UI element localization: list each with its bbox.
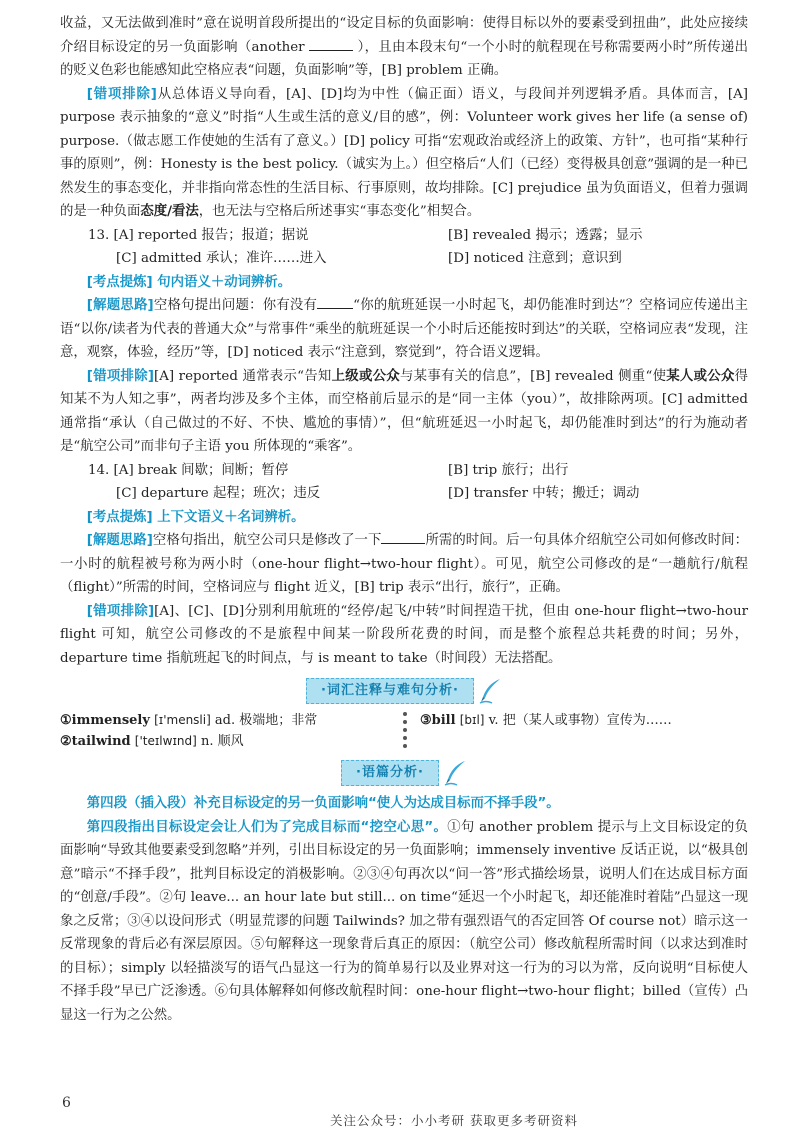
option-c: [C] departure 起程；班次；违反 bbox=[116, 486, 321, 501]
vocab-definition: ad. 极端地；非常 bbox=[214, 713, 318, 728]
vocab-word: ③bill bbox=[420, 713, 456, 728]
vocab-item bbox=[60, 731, 390, 752]
analysis-heading bbox=[60, 792, 748, 816]
text: 与某事有关的信息”，[B] revealed 侧重“使 bbox=[399, 368, 667, 384]
key-point: [考点提炼] 句内语义＋动词辨析。 bbox=[86, 274, 292, 290]
options-row bbox=[60, 482, 748, 506]
analysis-body bbox=[60, 816, 748, 1028]
exclusion-q14 bbox=[60, 600, 748, 671]
section-title: ·语篇分析· bbox=[341, 760, 439, 786]
key-point: [考点提炼] 上下文语义＋名词辨析。 bbox=[86, 509, 305, 525]
option-b: [B] revealed 揭示；透露；显示 bbox=[448, 227, 643, 243]
paragraph-q12-solution bbox=[60, 12, 748, 83]
options-row bbox=[60, 224, 748, 248]
option-a: 13. [A] reported 报告；报道；据说 bbox=[88, 227, 309, 243]
key-point-q14 bbox=[60, 506, 748, 530]
key-point-q13 bbox=[60, 271, 748, 295]
section-tag: [错项排除] bbox=[86, 86, 157, 102]
text: ①句 another problem 提示与上文目标设定的负面影响“导致其他要素受到忽略”并列，引出目标设定的另一负面影响；immensely inventive 反话正说，以“极具创意”暗示“不择手段”，批判目标设定的消极影响。②③④句再次以“问一答”形式描绘场景，说明人们在达成目标方面的“创意/手段”。②句 leave... an hour late but still... on time“延迟一个小时起飞，却还能准时着陆”凸显这一现象之反常；③④以设问形式（明显荒谬的问题 Tailwinds? 加之带有强烈语气的否定回答 Of course not）暗示这一反常现象的背后必有深层原因。⑤句解释这一现象背后真正的原因：（航空公司）修改航程所需时间（以求达到准时的目标）；simply 以轻描淡写的语气凸显这一行为的简单易行以及业界对这一行为的习以为常，反向说明“目标使人不择手段”早已广泛渗透。⑥句具体解释如何修改航程时间：one-hour flight→two-hour flight；billed（宣传）凸显这一行为之公然。 bbox=[60, 819, 748, 1023]
footer-note: 关注公众号：小小考研 获取更多考研资料 bbox=[330, 1113, 578, 1128]
vocab-phonetic: ['teɪlwɪnd] bbox=[134, 734, 197, 748]
text: ），且由本段末句“一个小时的航程现在号称需要两小时”所传递出的贬义色彩也能感知此空格应表“问题，负面影响”等，[B] problem 正确。 bbox=[60, 39, 748, 78]
blank-line bbox=[381, 529, 425, 544]
option-c: [C] admitted 承认；准许……进入 bbox=[116, 251, 327, 266]
text: 空格句提出问题：你有没有 bbox=[153, 298, 318, 313]
text: 收益，又无法做到准时”意在说明首段所提出的“设定目标的负面影响：使得目标以外的要素受到扭曲”，此处应接续介绍目标设定的另一负面影响（another bbox=[60, 16, 748, 55]
vocab-item bbox=[60, 710, 390, 731]
bold-text: 上级或公众 bbox=[331, 367, 400, 384]
text: 从总体语义导向看，[A]、[D]均为中性（偏正面）语义，与段间并列逻辑矛盾。具体而言，[A] purpose 表示抽象的“意义”时指“人生或生活的意义/目的感”，例：Volunteer work gives her life (a sense of) purpose.（做志愿工作使她的生活有了意义。）[D] policy 可指“宏观政治或经济上的政策、方针”，也可指“某种行事的原则”，例：Honesty is the best policy.（诚实为上。）但空格后“人们（已经）变得极具创意”强调的是一种已然发生的事态变化，并非指向常态性的生活目标、行事原则，故均排除。[C] prejudice 虽为负面语义，但着力强调的是一种负面 bbox=[60, 86, 748, 219]
text: ，也无法与空格后所述事实“事态变化”相契合。 bbox=[198, 204, 481, 219]
options-row bbox=[60, 459, 748, 483]
section-tag: [错项排除] bbox=[86, 368, 155, 384]
page-number: 6 bbox=[62, 1095, 71, 1111]
bold-text: 某人或公众 bbox=[666, 367, 735, 384]
text: 得知某不为人知之事”，两者均涉及多个主体，而空格前后显示的是“同一主体（you）”，故排除两项。[C] admitted 通常指“承认（自己做过的不好、不快、尴尬的事情）”，但“航班延迟一小时起飞，却仍能准时到达”的行为施动者是“航空公司”而非句子主语 you 所体现的“乘客”。 bbox=[60, 368, 749, 454]
quill-pen-icon bbox=[443, 760, 467, 786]
options-row bbox=[60, 247, 748, 271]
blank-line bbox=[309, 36, 353, 51]
exclusion-q13 bbox=[60, 365, 748, 459]
section-tag: [解题思路] bbox=[86, 533, 153, 548]
text: 所需的时间。后一句具体介绍航空公司如何修改时间：一小时的航程被号称为两小时（one-hour flight→two-hour flight）。可见，航空公司修改的是“一趟航行/航程（flight）”所需的时间，空格词应与 flight 近义，[B] trip 表示“出行，旅行”，正确。 bbox=[60, 533, 749, 595]
section-tag: [解题思路] bbox=[86, 298, 154, 313]
vocab-definition: v. 把（某人或事物）宣传为…… bbox=[488, 713, 672, 728]
blank-line bbox=[317, 294, 353, 309]
divider-icon bbox=[400, 710, 410, 750]
quill-pen-icon bbox=[478, 678, 502, 704]
analysis-title: 第四段（插入段）补充目标设定的另一负面影响“使人为达成目标而不择手段”。 bbox=[86, 796, 560, 811]
option-d: [D] transfer 中转；搬迁；调动 bbox=[448, 486, 640, 501]
vocab-phonetic: [bɪl] bbox=[459, 713, 485, 727]
paragraph-q12-exclusion bbox=[60, 83, 748, 224]
text: [A] reported 通常表示“告知 bbox=[154, 368, 332, 384]
vocab-phonetic: [ɪ'mensli] bbox=[154, 713, 211, 727]
option-d: [D] noticed 注意到；意识到 bbox=[448, 251, 622, 266]
content bbox=[60, 12, 748, 1027]
section-tag: [错项排除] bbox=[86, 603, 155, 619]
solution-q14 bbox=[60, 529, 748, 600]
vocab-definition: n. 顺风 bbox=[200, 734, 244, 749]
solution-q13 bbox=[60, 294, 748, 365]
text: “你的航班延误一小时起飞，却仍能准时到达”？空格词应传递出主语“以你/读者为代表的普通大众”与常事件“乘坐的航班延误一个小时后还能按时到达”的关联，空格词应表“发现，注意，观察，体验，经历”等，[D] noticed 表示“注意到，察觉到”，符合语义逻辑。 bbox=[60, 298, 748, 360]
text: [A]、[C]、[D]分别利用航班的“经停/起飞/中转”时间捏造干扰，但由 one-hour flight→two-hour flight 可知，航空公司修改的不是旅程中间某一阶段所花费的时间，而是整个旅程总共耗费的时间；另外，departure time 指航班起飞的时间点，与 is meant to take（时间段）无法搭配。 bbox=[60, 603, 748, 666]
vocab-word: ②tailwind bbox=[60, 734, 131, 749]
option-b: [B] trip 旅行；出行 bbox=[448, 462, 569, 478]
vocab-item bbox=[420, 710, 748, 731]
section-title: ·词汇注释与难句分析· bbox=[306, 678, 474, 704]
analysis-subtitle: 第四段指出目标设定会让人们为了完成目标而“挖空心思”。 bbox=[86, 819, 448, 835]
bold-text: 态度/看法 bbox=[140, 203, 199, 219]
vocab-section-header bbox=[60, 678, 748, 704]
option-a: 14. [A] break 间歇；间断；暂停 bbox=[88, 462, 289, 478]
vocab-list bbox=[60, 710, 748, 752]
vocab-word: ①immensely bbox=[60, 713, 150, 728]
analysis-section-header bbox=[60, 760, 748, 786]
text: 空格句指出，航空公司只是修改了一下 bbox=[152, 533, 382, 548]
